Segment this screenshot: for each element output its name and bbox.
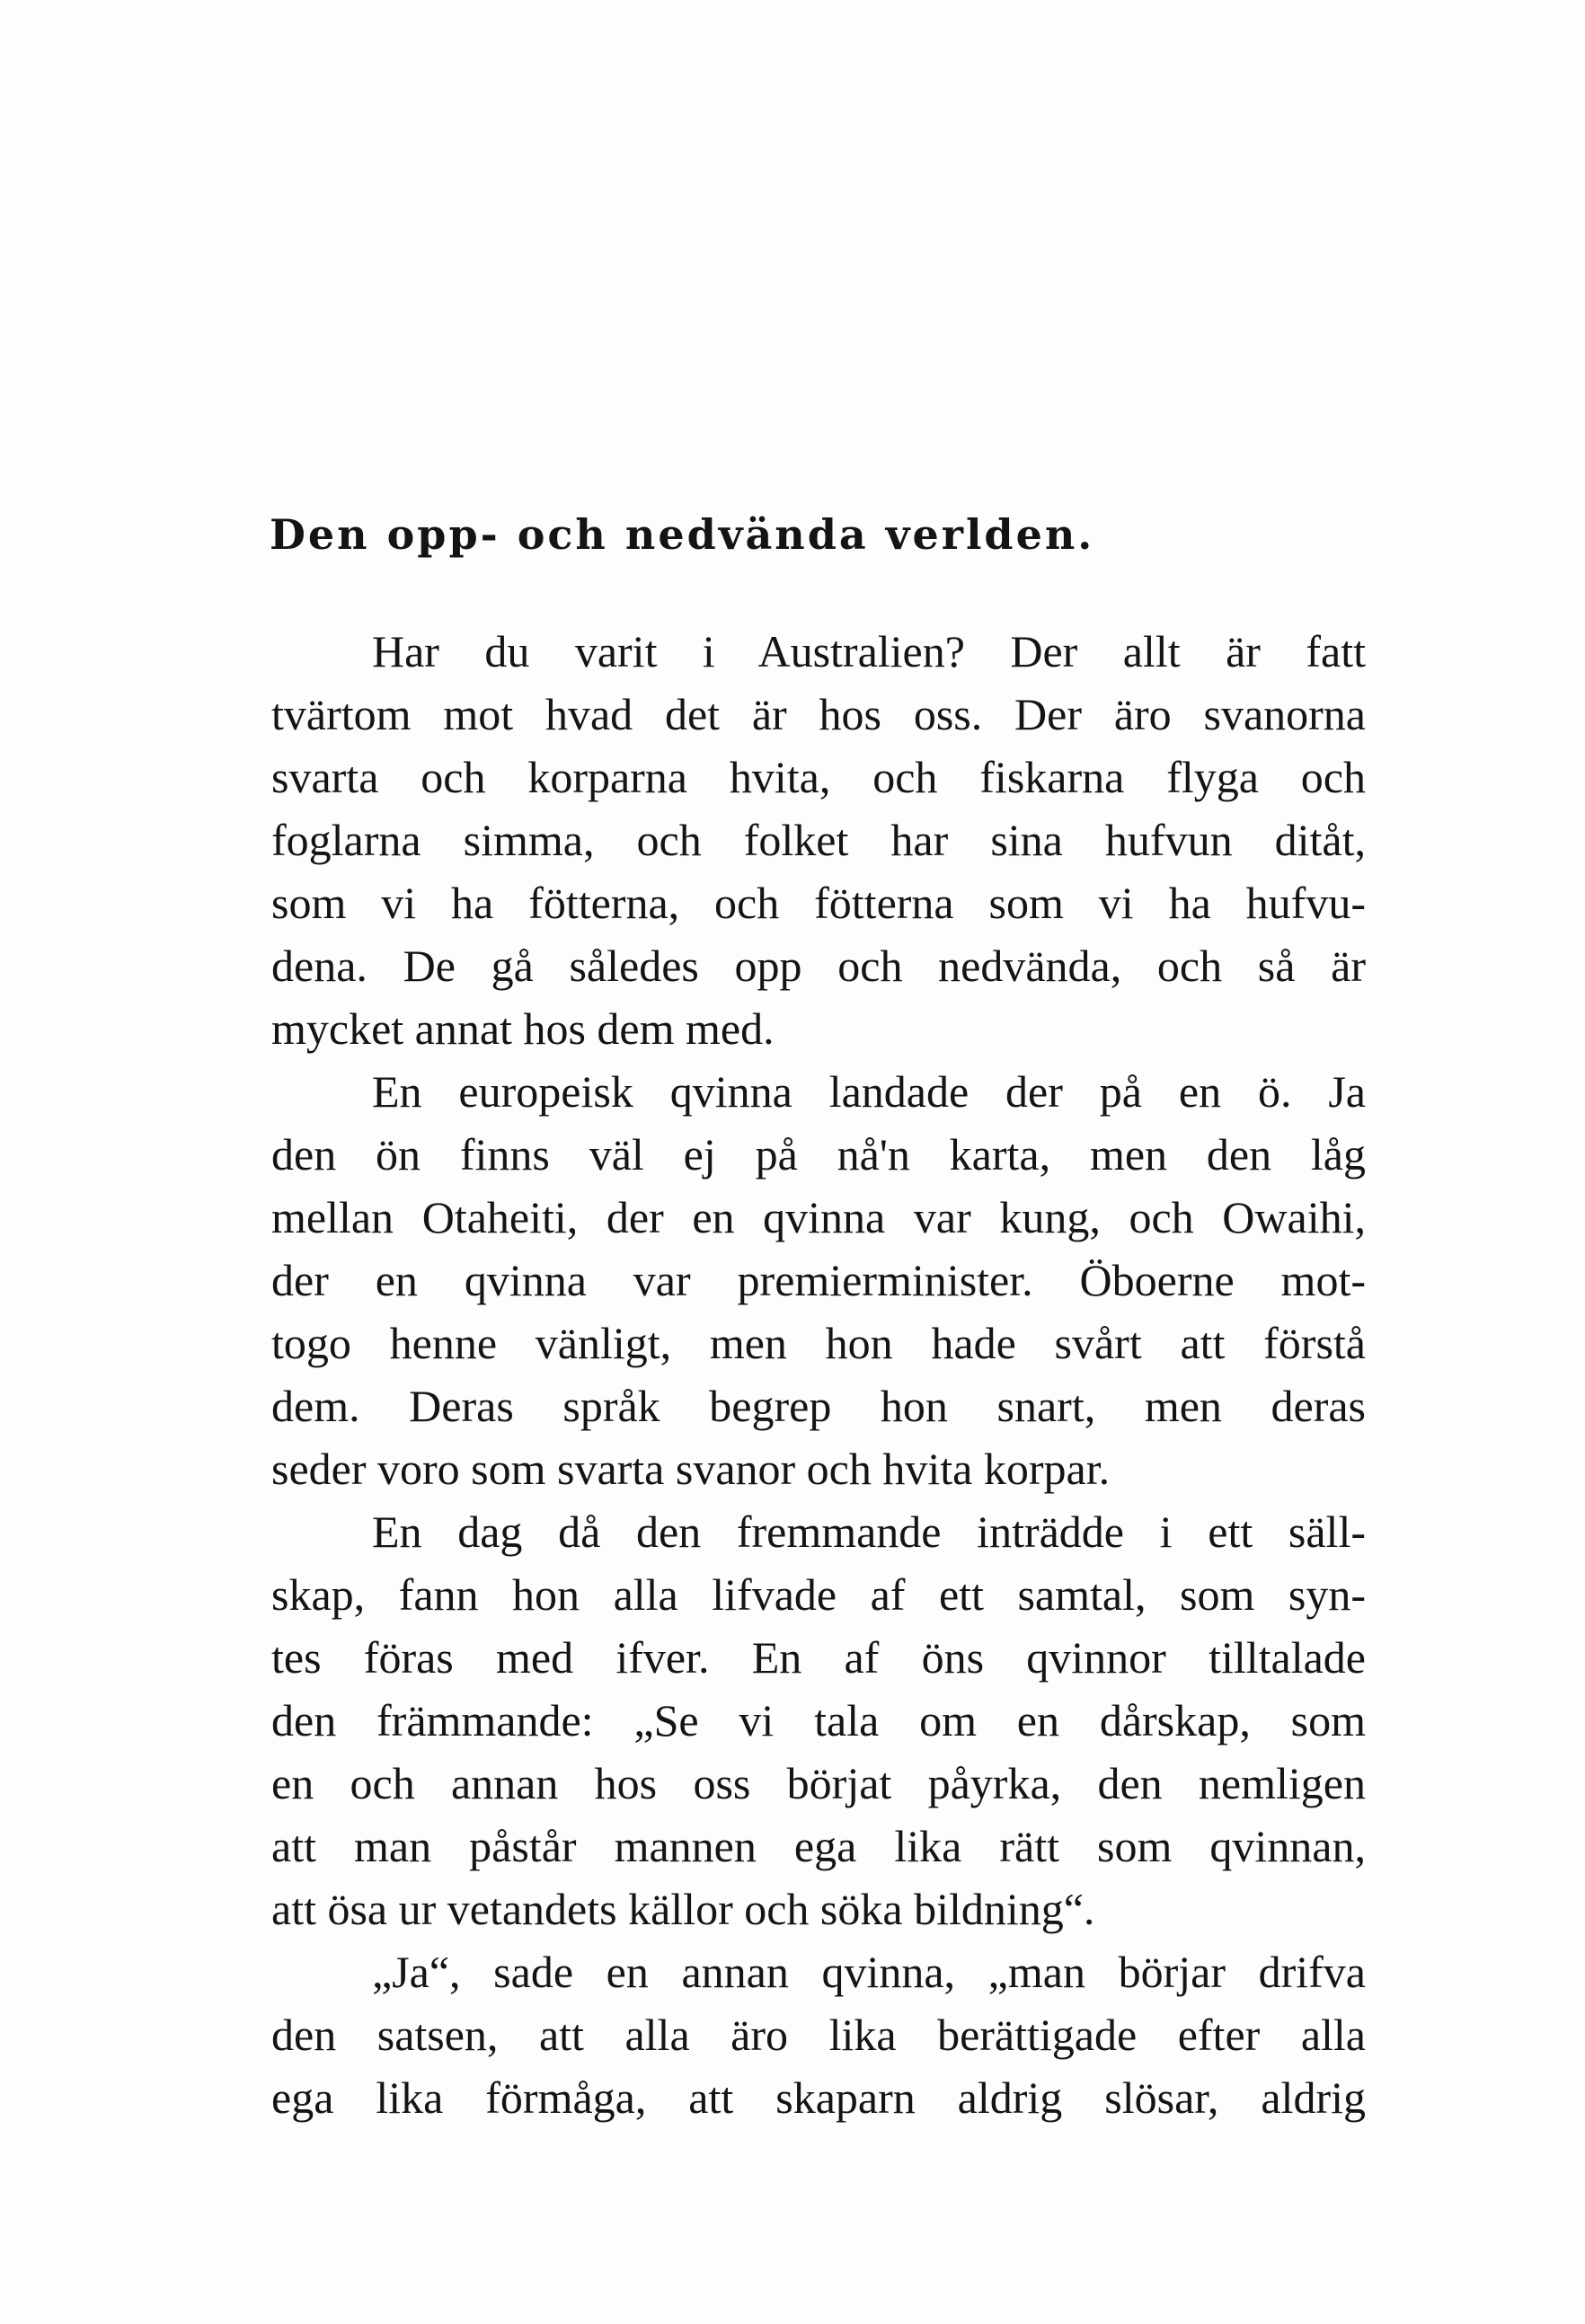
text-line: svarta och korparna hvita, och fiskarna flyga och [271, 752, 1366, 802]
text-line: En dag då den fremmande inträdde i ett säll- [372, 1507, 1366, 1557]
chapter-title: Den opp- och nedvända verlden. [270, 510, 1095, 559]
text-line: mellan Otaheiti, der en qvinna var kung, och Owaihi, [271, 1192, 1366, 1242]
text-line: som vi ha fötterna, och fötterna som vi ha hufvu- [271, 878, 1366, 928]
body-text [271, 620, 1366, 2129]
text-line: tes föras med ifver. En af öns qvinnor tilltalade [271, 1632, 1366, 1683]
text-line: den ön finns väl ej på nå'n karta, men den låg [271, 1129, 1366, 1180]
text-line: tvärtom mot hvad det är hos oss. Der äro svanorna [271, 689, 1366, 739]
text-line: mycket annat hos dem med. [271, 1003, 775, 1054]
text-line: den satsen, att alla äro lika berättigade efter alla [271, 2010, 1366, 2060]
text-line: ega lika förmåga, att skaparn aldrig slösar, aldrig [271, 2072, 1366, 2123]
text-line: togo henne vänligt, men hon hade svårt att förstå [271, 1318, 1366, 1368]
text-line: „Ja“, sade en annan qvinna, „man börjar drifva [372, 1947, 1366, 1997]
text-line: dem. Deras språk begrep hon snart, men deras [271, 1381, 1366, 1431]
text-line: seder voro som svarta svanor och hvita korpar. [271, 1444, 1111, 1494]
text-line: att ösa ur vetandets källor och söka bildning“. [271, 1884, 1095, 1934]
text-line: dena. De gå således opp och nedvända, och så är [271, 941, 1366, 991]
text-line: skap, fann hon alla lifvade af ett samtal, som syn- [271, 1569, 1366, 1620]
text-line: att man påstår mannen ega lika rätt som qvinnan, [271, 1821, 1366, 1871]
text-line: Har du varit i Australien? Der allt är fatt [372, 626, 1366, 676]
text-line: En europeisk qvinna landade der på en ö. Ja [372, 1066, 1366, 1117]
text-line: den främmande: „Se vi tala om en dårskap, som [271, 1695, 1366, 1745]
text-line: en och annan hos oss börjat påyrka, den nemligen [271, 1758, 1366, 1808]
text-line: foglarna simma, och folket har sina hufvun ditåt, [271, 815, 1366, 865]
text-line: der en qvinna var premierminister. Öboerne mot- [271, 1255, 1366, 1305]
